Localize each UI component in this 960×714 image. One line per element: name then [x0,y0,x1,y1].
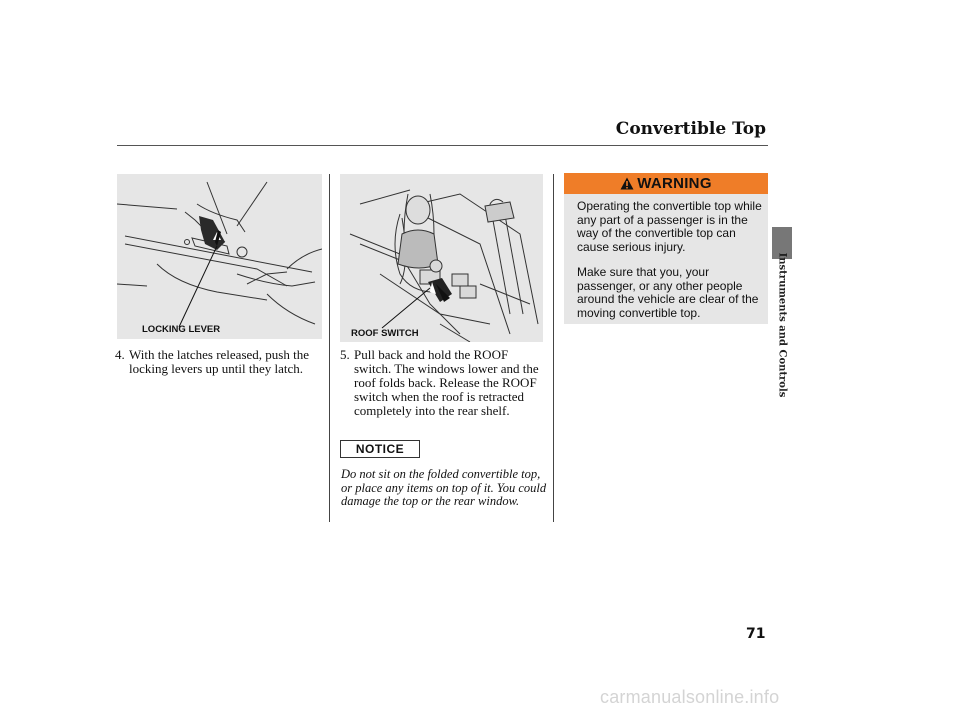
watermark: carmanualsonline.info [600,687,780,707]
warning-header [564,173,768,194]
warning-triangle-icon [620,177,634,190]
roof-switch-illustration [340,174,543,342]
notice-text: Do not sit on the folded convertible top, or place any items on top of it. You could damage the top or the rear window. [341,467,547,508]
figure-label-locking-lever: LOCKING LEVER [142,324,221,335]
page-title: Convertible Top [615,119,766,139]
column-divider-right [553,174,554,522]
warning-paragraph-2: Make sure that you, your passenger, or any other people around the vehicle are clear of the moving convertible top. [577,265,759,320]
notice-badge [340,440,420,458]
locking-lever-figure [117,174,322,339]
step-4 [115,348,325,408]
step-5-text: Pull back and hold the ROOF switch. The windows lower and the roof folds back. Release the ROOF switch when the roof is retracted completely into the rear shelf. [354,347,539,418]
notice-label: NOTICE [355,442,405,456]
section-name: Instruments and Controls [776,252,788,398]
roof-switch-figure [340,174,543,342]
step-4-number: 4. [115,347,125,362]
locking-lever-illustration [117,174,322,339]
section-tab-label [758,252,806,398]
page-number: 71 [746,626,766,642]
figure-label-roof-switch: ROOF SWITCH [351,328,419,339]
step-5 [340,348,550,438]
warning-label: WARNING [637,175,712,192]
step-5-number: 5. [340,347,350,362]
column-divider-left [329,174,330,522]
step-4-text: With the latches released, push the locking levers up until they latch. [129,347,309,376]
header-divider [117,145,768,146]
warning-paragraph-1: Operating the convertible top while any part of a passenger is in the way of the convertible top can cause serious injury. [577,199,762,254]
